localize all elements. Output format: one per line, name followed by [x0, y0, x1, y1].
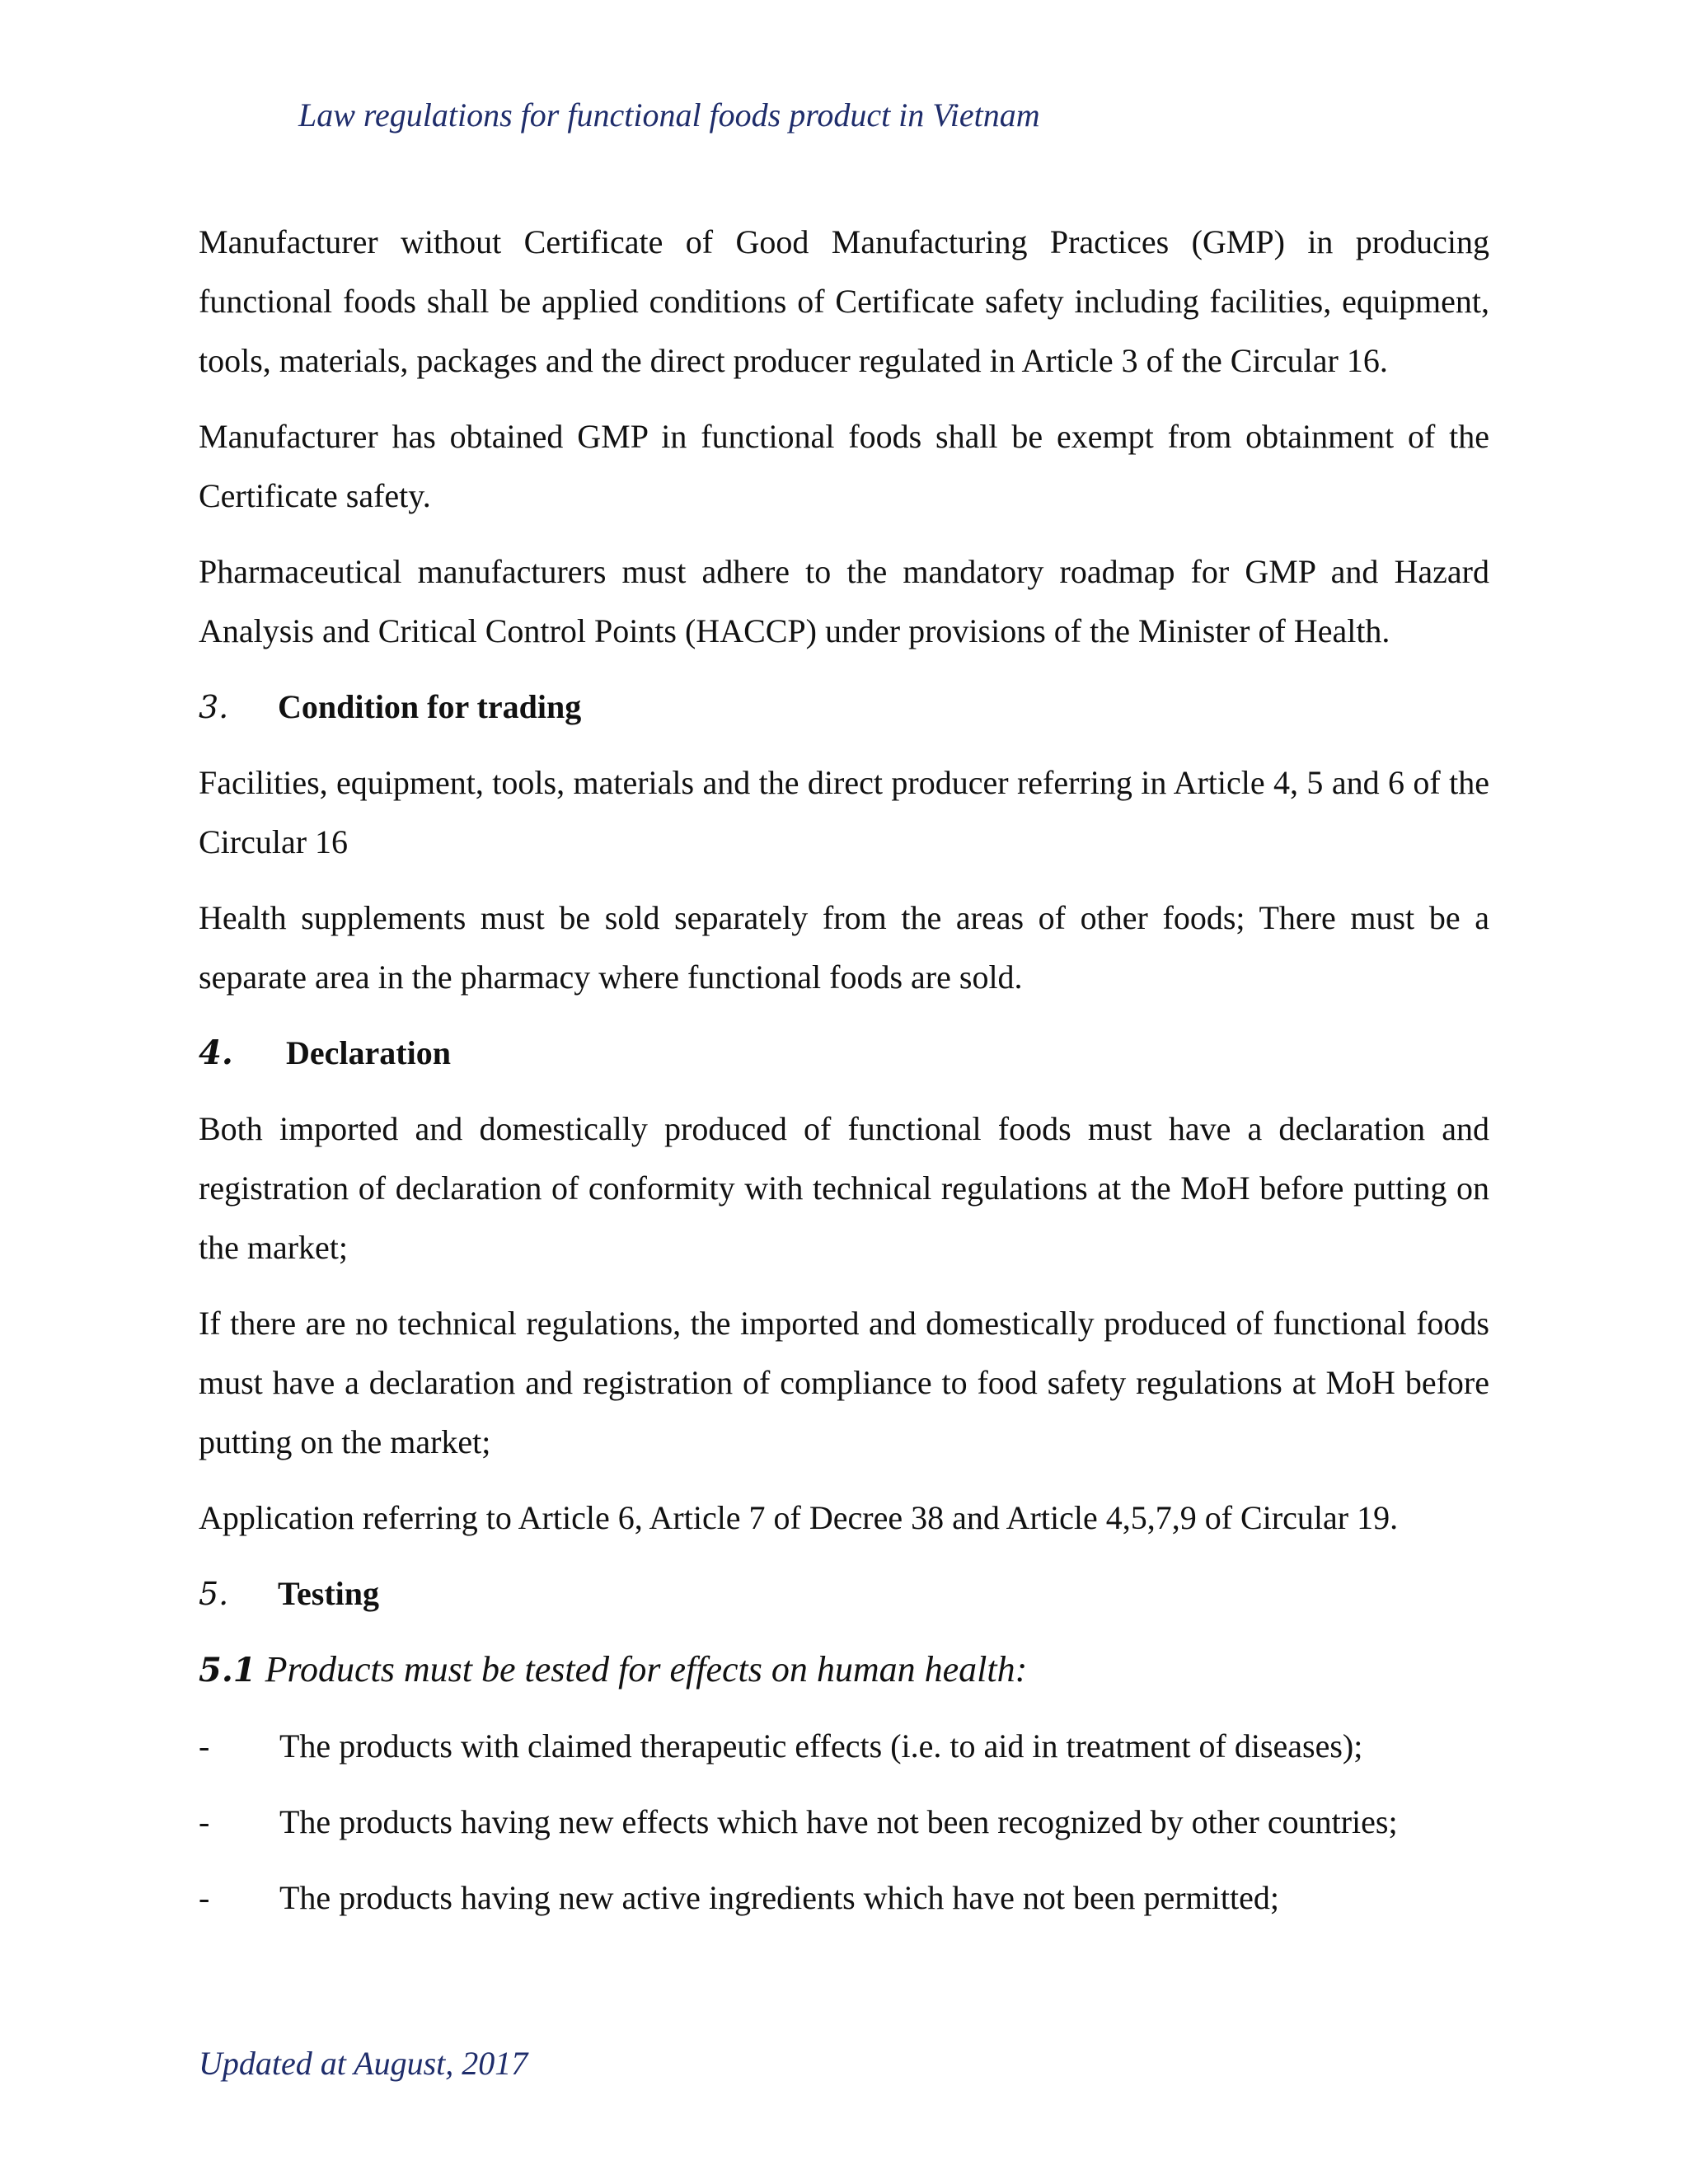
paragraph-health-supplements: Health supplements must be sold separately from the areas of other foods; There must be a separate area in the pharmacy where functional foods are sold.	[199, 899, 1489, 996]
paragraph-facilities: Facilities, equipment, tools, materials and the direct producer referring in Article 4, 5 and 6 of the Circular 16	[199, 764, 1489, 860]
running-header: Law regulations for functional foods product in Vietnam	[298, 96, 1040, 134]
section-heading-trading	[199, 677, 1489, 737]
list-item	[199, 1717, 1489, 1776]
section-number: 5.	[199, 1576, 229, 1612]
list-item	[199, 1793, 1489, 1852]
bullet-dash: -	[199, 1879, 210, 1916]
list-item-text: The products with claimed therapeutic effects (i.e. to aid in treatment of diseases);	[279, 1727, 1363, 1765]
paragraph-declaration-compliance: If there are no technical regulations, the imported and domestically produced of functional foods must have a declaration and registration of compliance to food safety regulations at MoH before putting on the market;	[199, 1305, 1489, 1460]
paragraph-gmp-exempt: Manufacturer has obtained GMP in functional foods shall be exempt from obtainment of the Certificate safety.	[199, 418, 1489, 514]
section-heading-testing	[199, 1564, 1489, 1624]
subsection-heading-testing-effects	[199, 1640, 1489, 1700]
document-body	[199, 213, 1489, 1944]
list-item-text: The products having new active ingredients which have not been permitted;	[279, 1879, 1279, 1916]
section-number: 4.	[199, 1033, 233, 1072]
paragraph-pharma-roadmap: Pharmaceutical manufacturers must adhere to the mandatory roadmap for GMP and Hazard Analysis and Critical Control Points (HACCP) under provisions of the Minister of Health.	[199, 553, 1489, 649]
paragraph-application: Application referring to Article 6, Article 7 of Decree 38 and Article 4,5,7,9 of Circular 19.	[199, 1499, 1399, 1536]
section-title: Testing	[278, 1575, 380, 1612]
footer-updated-date: Updated at August, 2017	[199, 2045, 528, 2082]
subsection-title: Products must be tested for effects on human health:	[256, 1649, 1028, 1690]
list-item-text: The products having new effects which have not been recognized by other countries;	[279, 1803, 1398, 1840]
section-title: Declaration	[286, 1034, 451, 1071]
bullet-dash: -	[199, 1803, 210, 1840]
section-title: Condition for trading	[278, 688, 582, 725]
list-item	[199, 1868, 1489, 1928]
paragraph-gmp-conditions: Manufacturer without Certificate of Good Manufacturing Practices (GMP) in producing functional foods shall be applied conditions of Certificate safety including facilities, equipment, tools, materials, packages and the direct producer regulated in Article 3 of the Circular 16.	[199, 223, 1489, 379]
bullet-dash: -	[199, 1727, 210, 1765]
paragraph-declaration-conformity: Both imported and domestically produced of functional foods must have a declaration and registration of declaration of conformity with technical regulations at the MoH before putting on the market;	[199, 1110, 1489, 1266]
subsection-number: 5.1	[199, 1651, 256, 1690]
section-heading-declaration	[199, 1024, 1489, 1083]
section-number: 3.	[199, 689, 229, 725]
